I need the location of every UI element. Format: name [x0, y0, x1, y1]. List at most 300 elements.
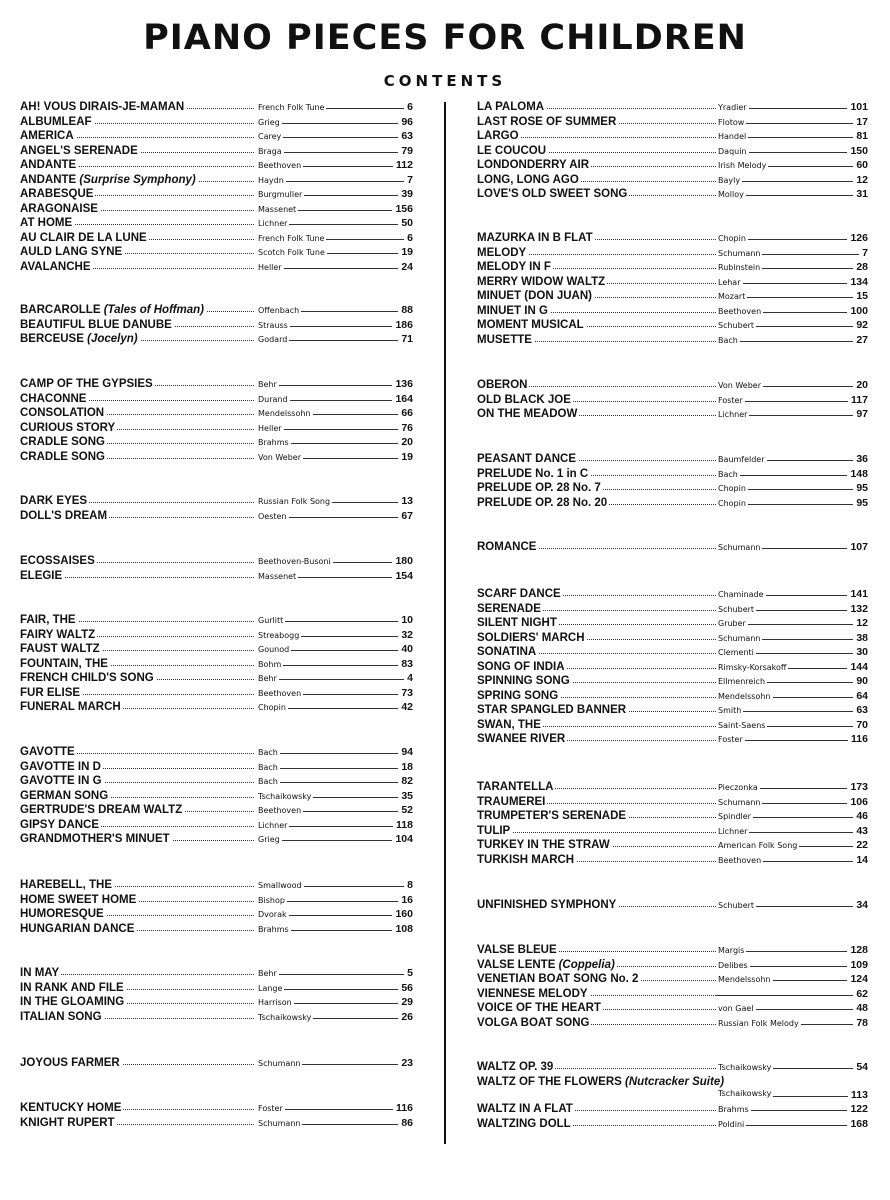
entry-title-text: MERRY WIDOW WALTZ [477, 275, 606, 288]
entry-page-number: 82 [398, 774, 413, 789]
entry-title [20, 554, 97, 569]
entry-composer: Irish Melody [716, 159, 768, 174]
entry-composer: Brahms [256, 923, 291, 938]
contents-entry [20, 202, 413, 217]
entry-title [477, 318, 586, 333]
entry-page-number: 150 [847, 144, 868, 159]
entry-composer: Russian Folk Song [256, 495, 332, 510]
entry-page-number: 34 [853, 898, 868, 913]
contents-entry [20, 803, 413, 818]
entry-title-text: GERMAN SONG [20, 789, 109, 802]
entry-title [20, 1010, 104, 1025]
entry-composer: Delibes [716, 959, 750, 974]
contents-heading: CONTENTS [383, 72, 507, 90]
entry-title-text: KENTUCKY HOME [20, 1102, 122, 1114]
entry-page-number: 141 [847, 587, 868, 602]
contents-entry [477, 689, 868, 704]
entry-title [477, 100, 546, 115]
entry-page-number: 12 [853, 616, 868, 631]
contents-entry [20, 922, 413, 937]
entry-composer: Russian Folk Melody [716, 1017, 801, 1032]
entry-composer: Beethoven [716, 854, 763, 869]
entry-page-number: 154 [392, 569, 413, 584]
entry-title-text: SOLDIERS' MARCH [477, 631, 585, 644]
entry-title-text: ITALIAN SONG [20, 1010, 102, 1023]
entry-title-text: BERCEUSE [20, 333, 88, 345]
contents-entry [20, 260, 413, 275]
entry-title-subtitle: (Jocelyn) [87, 333, 138, 345]
entry-title-text: HUNGARIAN DANCE [20, 922, 135, 935]
contents-entry [477, 1117, 868, 1132]
entry-title-text: AVALANCHE [20, 260, 91, 273]
entry-composer: Rubinstein [716, 261, 762, 276]
entry-title-text: OBERON [477, 379, 528, 391]
entry-title [20, 893, 138, 908]
contents-entry [20, 554, 413, 569]
entry-composer: Beethoven-Busoni [256, 555, 333, 570]
entry-title-text: HOME SWEET HOME [20, 893, 137, 906]
entry-title-text: FRENCH CHILD'S SONG [20, 672, 154, 684]
entry-title-text: LAST ROSE OF SUMMER [477, 115, 617, 128]
entry-title [477, 809, 628, 824]
contents-entry [477, 987, 868, 1002]
entry-title-text: OLD BLACK JOE [477, 393, 571, 406]
contents-entry [477, 898, 868, 913]
contents-group [477, 1060, 868, 1131]
contents-entry [477, 496, 868, 511]
entry-page-number: 62 [853, 987, 868, 1002]
entry-page-number: 92 [853, 318, 868, 333]
contents-group [20, 377, 413, 464]
entry-page-number: 38 [853, 631, 868, 646]
entry-title-text: TURKEY IN THE STRAW [477, 839, 610, 851]
entry-title-text: WALTZ IN A FLAT [477, 1103, 573, 1115]
entry-title-text: CHACONNE [20, 392, 87, 405]
entry-page-number: 6 [404, 231, 413, 246]
entry-composer: Chopin [256, 701, 288, 716]
entry-page-number: 46 [853, 809, 868, 824]
contents-entry [20, 1116, 413, 1131]
entry-title [477, 616, 559, 631]
entry-title [20, 569, 64, 584]
contents-entry [20, 158, 413, 173]
contents-group [20, 1101, 413, 1130]
entry-page-number: 64 [853, 689, 868, 704]
entry-title-text: GAVOTTE IN G [20, 775, 102, 787]
entry-page-number: 7 [404, 173, 413, 188]
entry-title-text: JOYOUS FARMER [20, 1057, 120, 1069]
entry-title-text: LOVE'S OLD SWEET SONG [477, 188, 628, 200]
entry-page-number: 16 [398, 893, 413, 908]
entry-composer: Tschaikowsky [256, 790, 313, 805]
entry-composer: Durand [256, 393, 290, 408]
entry-title [20, 789, 110, 804]
entry-page-number: 108 [392, 922, 413, 937]
contents-entry [477, 660, 868, 675]
entry-title [477, 602, 543, 617]
entry-title [20, 435, 107, 450]
contents-entry [20, 144, 413, 159]
entry-title-text: VALSE BLEUE [477, 944, 557, 956]
entry-title [477, 1060, 555, 1075]
contents-entry [20, 421, 413, 436]
entry-composer: Behr [256, 672, 279, 687]
entry-page-number: 100 [847, 304, 868, 319]
entry-composer: Dvorak [256, 908, 289, 923]
entry-page-number: 148 [847, 467, 868, 482]
entry-title [477, 631, 587, 646]
contents-entry [477, 100, 868, 115]
entry-composer: Carey [256, 130, 283, 145]
entry-title-text: ON THE MEADOW [477, 408, 578, 420]
entry-title [20, 995, 126, 1010]
entry-composer: Scotch Folk Tune [256, 246, 327, 261]
contents-entry [477, 158, 868, 173]
entry-title [477, 173, 581, 188]
contents-group [477, 943, 868, 1030]
entry-title [20, 922, 136, 937]
entry-composer: Streabogg [256, 629, 301, 644]
entry-page-number: 160 [392, 907, 413, 922]
entry-title [20, 494, 89, 509]
entry-composer: Lichner [716, 408, 749, 423]
entry-composer: Tschaikowsky [716, 1061, 773, 1076]
contents-group [477, 100, 868, 202]
entry-composer: French Folk Tune [256, 101, 326, 116]
entry-title-text: ECOSSAISES [20, 555, 95, 567]
contents-entry [20, 613, 413, 628]
contents-entry [20, 406, 413, 421]
entry-composer: Spindler [716, 810, 753, 825]
entry-page-number: 14 [853, 853, 868, 868]
contents-entry [477, 1060, 868, 1075]
contents-entry [20, 745, 413, 760]
entry-page-number: 124 [847, 972, 868, 987]
entry-title [20, 173, 198, 188]
entry-composer: Saint-Saens [716, 719, 767, 734]
entry-title [20, 303, 206, 318]
entry-composer: Heller [256, 261, 284, 276]
entry-title [477, 481, 603, 496]
entry-title-text: MOMENT MUSICAL [477, 319, 584, 331]
contents-entry [477, 467, 868, 482]
contents-entry [477, 231, 868, 246]
entry-title-text: TULIP [477, 824, 511, 837]
contents-entry [477, 853, 868, 868]
entry-page-number: 101 [847, 100, 868, 115]
entry-page-number: 79 [398, 144, 413, 159]
entry-composer: Tschaikowsky [718, 1089, 772, 1098]
entry-title [477, 540, 538, 555]
entry-title-text: PRELUDE OP. 28 No. 20 [477, 496, 608, 509]
entry-title [477, 972, 640, 987]
entry-page-number: 122 [847, 1102, 868, 1117]
contents-entry [20, 966, 413, 981]
contents-entry [477, 187, 868, 202]
entry-composer: Grieg [256, 833, 282, 848]
entry-title [477, 1001, 603, 1016]
entry-title-subtitle: (Tales of Hoffman) [103, 304, 205, 316]
entry-title [20, 377, 155, 392]
entry-title [477, 115, 618, 130]
entry-title-text: WALTZING DOLL [477, 1117, 571, 1130]
entry-page-number: 95 [853, 481, 868, 496]
entry-title [477, 467, 590, 482]
contents-entry [20, 509, 413, 524]
contents-entry [20, 129, 413, 144]
entry-title-text: LA PALOMA [477, 101, 545, 113]
entry-title [477, 260, 553, 275]
entry-title [20, 907, 106, 922]
entry-composer: Lange [256, 982, 284, 997]
contents-entry [20, 494, 413, 509]
entry-composer: Handel [716, 130, 748, 145]
entry-title [20, 832, 172, 847]
entry-composer: Foster [716, 394, 745, 409]
entry-page-number: 94 [398, 745, 413, 760]
entry-title [20, 202, 100, 217]
entry-page-number: 81 [853, 129, 868, 144]
entry-title [477, 187, 629, 202]
entry-title-text: MAZURKA IN B FLAT [477, 232, 593, 244]
entry-page-number: 24 [398, 260, 413, 275]
entry-title [477, 674, 572, 689]
entry-composer: Bach [256, 761, 280, 776]
entry-title [477, 246, 528, 261]
entry-page-number: 109 [847, 958, 868, 973]
entry-composer: Lichner [716, 825, 749, 840]
contents-entry [477, 260, 868, 275]
entry-title-text: HUMORESQUE [20, 908, 104, 920]
entry-composer: Heller [256, 422, 284, 437]
entry-title-text: MELODY [477, 246, 527, 259]
contents-entry [20, 642, 413, 657]
entry-composer: Schumann [716, 247, 762, 262]
entry-composer: Haydn [256, 174, 286, 189]
entry-title [20, 760, 103, 775]
entry-title [20, 613, 78, 628]
entry-title [20, 406, 106, 421]
entry-title [477, 795, 547, 810]
entry-composer: Von Weber [716, 379, 763, 394]
contents-entry [20, 187, 413, 202]
entry-composer: Chaminade [716, 588, 766, 603]
contents-entry [477, 674, 868, 689]
entry-title [20, 318, 174, 333]
contents-entry [20, 303, 413, 318]
entry-title-text: FAIR, THE [20, 614, 76, 626]
entry-title-text: FAIRY WALTZ [20, 628, 96, 641]
entry-page-number: 134 [847, 275, 868, 290]
entry-page-number: 19 [398, 245, 413, 260]
entry-page-number: 104 [392, 832, 413, 847]
contents-entry [477, 824, 868, 839]
entry-title [477, 1102, 575, 1117]
entry-page-number: 20 [853, 378, 868, 393]
contents-entry [20, 100, 413, 115]
entry-title-text: SERENADE [477, 602, 541, 615]
entry-composer: Daquin [716, 145, 749, 160]
entry-title [477, 289, 594, 304]
entry-title-text: VOLGA BOAT SONG [477, 1016, 590, 1029]
contents-entry [20, 774, 413, 789]
entry-page-number: 132 [847, 602, 868, 617]
entry-composer: Massenet [256, 203, 298, 218]
entry-title-text: GIPSY DANCE [20, 818, 100, 831]
entry-title-text: VIENNESE MELODY [477, 987, 588, 1000]
entry-title [20, 144, 140, 159]
entry-title-text: SILENT NIGHT [477, 617, 557, 629]
entry-title [20, 642, 102, 657]
entry-title [20, 1116, 117, 1131]
entry-page-number: 95 [853, 496, 868, 511]
entry-composer: Harrison [256, 996, 294, 1011]
entry-page-number: 15 [853, 289, 868, 304]
entry-composer: Lichner [256, 217, 289, 232]
entry-page-number: 173 [847, 780, 868, 795]
entry-composer: Mozart [716, 290, 747, 305]
entry-title [20, 657, 110, 672]
entry-title-text: GAVOTTE IN D [20, 760, 101, 773]
entry-page-number: 118 [393, 818, 413, 833]
entry-composer: French Folk Tune [256, 232, 326, 247]
entry-title-text: SPINNING SONG [477, 675, 570, 687]
entry-title [477, 1075, 726, 1090]
contents-entry [20, 878, 413, 893]
entry-title [20, 509, 109, 524]
contents-entry [20, 1056, 413, 1071]
entry-title-text: LONDONDERRY AIR [477, 159, 590, 171]
entry-composer: Bayly [716, 174, 742, 189]
entry-composer: American Folk Song [716, 839, 799, 854]
contents-group [20, 613, 413, 715]
entry-title-text: KNIGHT RUPERT [20, 1116, 115, 1129]
entry-page-number: 96 [398, 115, 413, 130]
entry-composer: Brahms [256, 436, 291, 451]
entry-page-number: 8 [404, 878, 413, 893]
entry-page-number: 20 [398, 435, 413, 450]
entry-page-number: 107 [847, 540, 868, 555]
entry-page-number: 128 [847, 943, 868, 958]
contents-entry [477, 129, 868, 144]
contents-group [20, 878, 413, 936]
entry-page-number: 63 [853, 703, 868, 718]
contents-entry [477, 452, 868, 467]
entry-title-text: STAR SPANGLED BANNER [477, 704, 627, 716]
entry-composer: Schumann [716, 796, 762, 811]
contents-entry [477, 703, 868, 718]
entry-title-text: ANDANTE [20, 173, 80, 186]
entry-page-number: 22 [853, 838, 868, 853]
entry-title-text: CAMP OF THE GYPSIES [20, 378, 153, 390]
entry-composer: Mendelssohn [716, 973, 773, 988]
entry-title [20, 700, 123, 715]
entry-composer: Lehar [716, 276, 743, 291]
entry-title-text: PRELUDE No. 1 in C [477, 467, 589, 480]
contents-group [477, 540, 868, 555]
entry-composer: Grieg [256, 116, 282, 131]
entry-title-text: CRADLE SONG [20, 436, 105, 448]
contents-entry [477, 304, 868, 319]
entry-title-text: CRADLE SONG [20, 450, 105, 463]
entry-title [20, 686, 82, 701]
entry-title-text: CURIOUS STORY [20, 421, 116, 434]
contents-entry [477, 795, 868, 810]
entry-page-number: 12 [853, 173, 868, 188]
entry-composer: Tschaikowsky [256, 1011, 313, 1026]
entry-composer: Mendelssohn [256, 407, 313, 422]
entry-composer: Offenbach [256, 304, 301, 319]
contents-entry [20, 318, 413, 333]
contents-group [477, 231, 868, 347]
contents-entry [477, 1075, 868, 1090]
entry-page-number: 7 [859, 246, 868, 261]
entry-title [477, 587, 563, 602]
entry-page-number: 56 [398, 981, 413, 996]
entry-page-number: 78 [853, 1016, 868, 1031]
entry-title [477, 496, 609, 511]
entry-title [477, 898, 618, 913]
entry-composer: Flotow [716, 116, 746, 131]
contents-group [477, 378, 868, 422]
entry-title [477, 1016, 591, 1031]
entry-title-text: WALTZ OP. 39 [477, 1061, 554, 1073]
entry-page-number: 164 [392, 392, 413, 407]
contents-entry [20, 760, 413, 775]
entry-title-text: TRAUMEREI [477, 795, 546, 808]
contents-entry [20, 1101, 413, 1116]
contents-entry [477, 289, 868, 304]
contents-entry [477, 1016, 868, 1031]
contents-entry [20, 216, 413, 231]
contents-entry [477, 144, 868, 159]
entry-composer: Von Weber [256, 451, 303, 466]
entry-title-subtitle: (Coppelia) [558, 958, 615, 971]
entry-title-text: FOUNTAIN, THE [20, 657, 108, 670]
contents-entry [20, 832, 413, 847]
entry-composer: Bishop [256, 894, 287, 909]
contents-entry [20, 628, 413, 643]
entry-title-text: TARANTELLA [477, 781, 554, 793]
entry-page-number: 52 [398, 803, 413, 818]
entry-composer: Schumann [716, 632, 762, 647]
entry-composer: Chopin [716, 497, 748, 512]
contents-group [20, 100, 413, 274]
entry-title-text: LONG, LONG AGO [477, 173, 579, 186]
contents-entry [477, 275, 868, 290]
entry-page-number: 144 [847, 660, 868, 675]
contents-entry [477, 972, 868, 987]
entry-page-number: 86 [398, 1116, 413, 1131]
entry-title [20, 981, 126, 996]
page-rule [716, 995, 868, 996]
entry-page-number: 73 [398, 686, 413, 701]
entry-composer: Braga [256, 145, 284, 160]
entry-title-text: TRUMPETER'S SERENADE [477, 810, 627, 822]
entry-title-text: AULD LANG SYNE [20, 246, 123, 258]
entry-page-number: 39 [398, 187, 413, 202]
entry-title-text: LE COUCOU [477, 144, 546, 157]
entry-page-number: 63 [398, 129, 413, 144]
contents-entry [477, 718, 868, 733]
contents-entry [477, 732, 868, 747]
entry-page-number: 97 [853, 407, 868, 422]
entry-title [20, 818, 101, 833]
entry-composer: Bach [256, 746, 280, 761]
entry-page-number: 23 [398, 1056, 413, 1071]
entry-title [477, 660, 567, 675]
entry-title [477, 452, 578, 467]
